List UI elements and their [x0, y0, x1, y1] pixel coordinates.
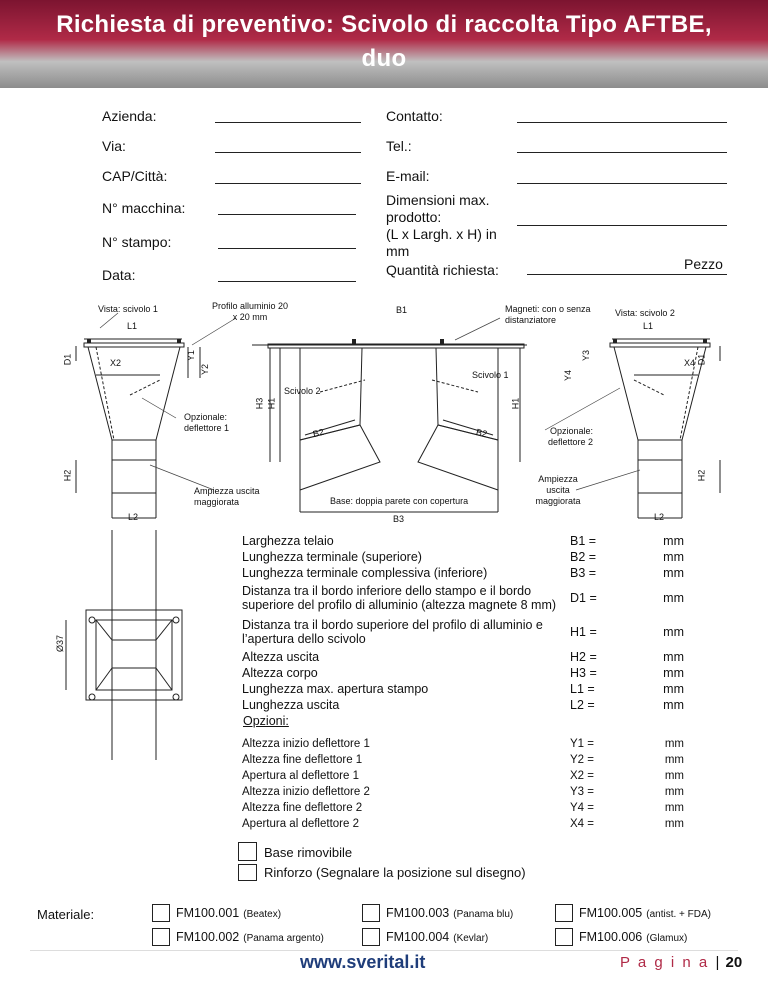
material-code: FM100.004	[386, 930, 450, 944]
spec-unit: mm	[663, 666, 684, 680]
label-opz1: Opzionale: deflettore 1	[184, 412, 230, 433]
opzioni-row	[238, 736, 688, 752]
checkbox-material[interactable]	[555, 904, 573, 922]
opzioni-desc: Altezza fine deflettore 2	[242, 802, 363, 814]
spec-desc: Altezza corpo	[242, 666, 318, 680]
spec-code: H3 =	[570, 666, 597, 680]
label-magneti: Magneti: con o senza distanziatore	[505, 304, 591, 325]
label-d1: D1	[62, 353, 73, 366]
label-base: Base: doppia parete con copertura	[330, 496, 469, 506]
label-y2: Y2	[200, 363, 211, 376]
material-code: FM100.001	[176, 906, 240, 920]
footer-url[interactable]: www.sverital.it	[300, 952, 426, 972]
material-code: FM100.003	[386, 906, 450, 920]
label-ampiezza1: Ampiezza uscita maggiorata	[194, 486, 260, 507]
material-label	[579, 906, 711, 920]
outlet-left	[112, 440, 156, 493]
checkbox-material[interactable]	[152, 928, 170, 946]
spec-unit: mm	[663, 550, 684, 564]
label-l2-right: L2	[654, 512, 665, 522]
material-code: FM100.006	[579, 930, 643, 944]
opzioni-unit: mm	[664, 786, 684, 798]
label-y4: Y4	[563, 369, 574, 382]
footer-page-number: 20	[725, 954, 743, 971]
material-label	[176, 930, 324, 944]
label-y3: Y3	[581, 349, 592, 362]
page-title: Richiesta di preventivo: Scivolo di raccolta Tipo AFTBE, duo	[56, 11, 712, 72]
spec-code: H1 =	[570, 625, 597, 639]
label-scivolo1: Scivolo 1	[472, 370, 509, 380]
checkbox-base-rimovibile[interactable]	[238, 842, 257, 861]
label-data: Data:	[102, 267, 136, 283]
label-y1: Y1	[186, 349, 197, 362]
material-code: FM100.005	[579, 906, 643, 920]
checkbox-material[interactable]	[362, 904, 380, 922]
spec-code: B1 =	[570, 534, 597, 548]
spec-desc: Lunghezza max. apertura stampo	[242, 682, 429, 696]
label-base-rimovibile: Base rimovibile	[264, 845, 353, 860]
label-ampiezza2: Ampiezza uscita maggiorata	[535, 474, 581, 506]
spec-row	[238, 681, 688, 697]
opzioni-code: Y2 =	[570, 754, 594, 766]
aluminium-profile-left	[84, 343, 184, 347]
opzioni-row	[238, 816, 688, 832]
label-quantita: Quantità richiesta:	[386, 262, 499, 278]
material-label	[176, 906, 281, 920]
label-dim-units: (L x Largh. x H) in mm	[386, 226, 497, 259]
label-d1-right: D1	[696, 353, 707, 366]
label-profilo: Profilo alluminio 20 x 20 mm	[211, 301, 289, 322]
opzioni-code: Y3 =	[570, 786, 594, 798]
opzioni-table	[238, 736, 688, 832]
opzioni-title: Opzioni:	[243, 714, 289, 728]
spec-row	[238, 697, 688, 713]
label-h1: H1	[266, 397, 277, 410]
checkbox-material[interactable]	[555, 928, 573, 946]
spec-desc: Lunghezza terminale (superiore)	[242, 550, 422, 564]
opzioni-row	[238, 800, 688, 816]
chute-left-outer	[88, 347, 112, 440]
opzioni-unit: mm	[664, 770, 684, 782]
spec-code: L2 =	[570, 698, 595, 712]
opzioni-unit: mm	[664, 802, 684, 814]
opzioni-row	[238, 752, 688, 768]
opzioni-unit: mm	[664, 738, 684, 750]
label-cap: CAP/Città:	[102, 168, 168, 184]
label-h2: H2	[62, 469, 73, 482]
aluminium-profile-right	[610, 343, 710, 347]
label-stampo: N° stampo:	[102, 234, 172, 250]
spec-row	[238, 565, 688, 581]
label-scivolo2: Scivolo 2	[284, 386, 321, 396]
spec-code: H2 =	[570, 650, 597, 664]
opzioni-row	[238, 784, 688, 800]
spec-desc: Lunghezza terminale complessiva (inferiore)	[242, 566, 488, 580]
material-desc: (Kevlar)	[453, 933, 489, 944]
label-vista2: Vista: scivolo 2	[615, 308, 675, 318]
spec-code: L1 =	[570, 682, 595, 696]
label-b2: B2	[311, 426, 325, 440]
spec-row	[238, 665, 688, 681]
opzioni-desc: Altezza inizio deflettore 1	[242, 738, 370, 750]
outlet-right	[638, 440, 682, 493]
footer-page-word: P a g i n a	[620, 954, 710, 971]
label-opz2: Opzionale: deflettore 2	[547, 426, 593, 447]
checkbox-material[interactable]	[362, 928, 380, 946]
label-contatto: Contatto:	[386, 108, 443, 124]
spec-desc: Larghezza telaio	[242, 534, 334, 548]
label-tel: Tel.:	[386, 138, 412, 154]
label-via: Via:	[102, 138, 126, 154]
opzioni-desc: Apertura al deflettore 2	[242, 818, 359, 830]
checkbox-material[interactable]	[152, 904, 170, 922]
spec-unit: mm	[663, 682, 684, 696]
footer-page	[620, 954, 742, 971]
label-vista1: Vista: scivolo 1	[98, 304, 158, 314]
label-x2: X2	[110, 358, 122, 368]
label-h2-right: H2	[696, 469, 707, 482]
spec-unit: mm	[663, 566, 684, 580]
opzioni-desc: Altezza inizio deflettore 2	[242, 786, 370, 798]
checkbox-rinforzo[interactable]	[238, 864, 257, 881]
spec-row	[238, 649, 688, 665]
opzioni-desc: Altezza fine deflettore 1	[242, 754, 363, 766]
opzioni-code: X4 =	[570, 818, 594, 830]
material-label	[579, 930, 687, 944]
spec-unit: mm	[663, 698, 684, 712]
opzioni-code: Y1 =	[570, 738, 594, 750]
spec-code: D1 =	[570, 591, 597, 605]
spec-desc: Lunghezza uscita	[242, 698, 340, 712]
label-h3: H3	[254, 397, 265, 410]
material-desc: (Panama argento)	[243, 933, 324, 944]
footer-sep: |	[715, 954, 720, 971]
material-code: FM100.002	[176, 930, 240, 944]
material-desc: (Beatex)	[243, 909, 282, 920]
spec-row	[238, 581, 688, 615]
spec-row	[238, 533, 688, 549]
spec-desc: Distanza tra il bordo superiore del profilo di alluminio e l’apertura dello scivolo	[242, 618, 543, 646]
spec-unit: mm	[663, 650, 684, 664]
label-b1: B1	[396, 305, 408, 315]
spec-unit: mm	[663, 534, 684, 548]
label-materiale: Materiale:	[37, 907, 95, 922]
material-desc: (Glamux)	[646, 933, 688, 944]
material-label	[386, 930, 488, 944]
label-l2: L2	[128, 512, 139, 522]
opzioni-unit: mm	[664, 754, 684, 766]
opzioni-code: X2 =	[570, 770, 594, 782]
label-macchina: N° macchina:	[102, 200, 186, 216]
label-d37: Ø37	[55, 634, 66, 653]
footer-divider	[30, 950, 738, 951]
outlet-2	[300, 425, 380, 490]
spec-desc: Altezza uscita	[242, 650, 320, 664]
material-desc: (antist. + FDA)	[646, 909, 711, 920]
plan-frame	[86, 610, 182, 700]
label-rinforzo: Rinforzo (Segnalare la posizione sul disegno)	[264, 865, 526, 880]
opzioni-unit: mm	[664, 818, 684, 830]
chute-left-outer-r	[156, 347, 180, 440]
label-b3: B3	[393, 514, 405, 524]
label-l1-right: L1	[643, 321, 654, 331]
label-pezzo: Pezzo	[684, 256, 723, 272]
spec-code: B3 =	[570, 566, 597, 580]
label-l1: L1	[127, 321, 138, 331]
label-dimensioni: Dimensioni max. prodotto:	[386, 192, 490, 225]
label-azienda: Azienda:	[102, 108, 157, 124]
opzioni-desc: Apertura al deflettore 1	[242, 770, 359, 782]
spec-row	[238, 615, 688, 649]
spec-row	[238, 549, 688, 565]
opzioni-row	[238, 768, 688, 784]
label-email: E-mail:	[386, 168, 430, 184]
label-b2-right: B2	[475, 426, 489, 440]
spec-unit: mm	[663, 591, 684, 605]
spec-code: B2 =	[570, 550, 597, 564]
label-h1-right: H1	[510, 397, 521, 410]
material-desc: (Panama blu)	[453, 909, 514, 920]
label-x4: X4	[684, 358, 696, 368]
opzioni-code: Y4 =	[570, 802, 594, 814]
spec-unit: mm	[663, 625, 684, 639]
spec-table	[238, 533, 688, 713]
material-label	[386, 906, 513, 920]
spec-desc: Distanza tra il bordo inferiore dello stampo e il bordo superiore del profilo di alluminio (altezza magnete 8 mm)	[242, 584, 557, 612]
